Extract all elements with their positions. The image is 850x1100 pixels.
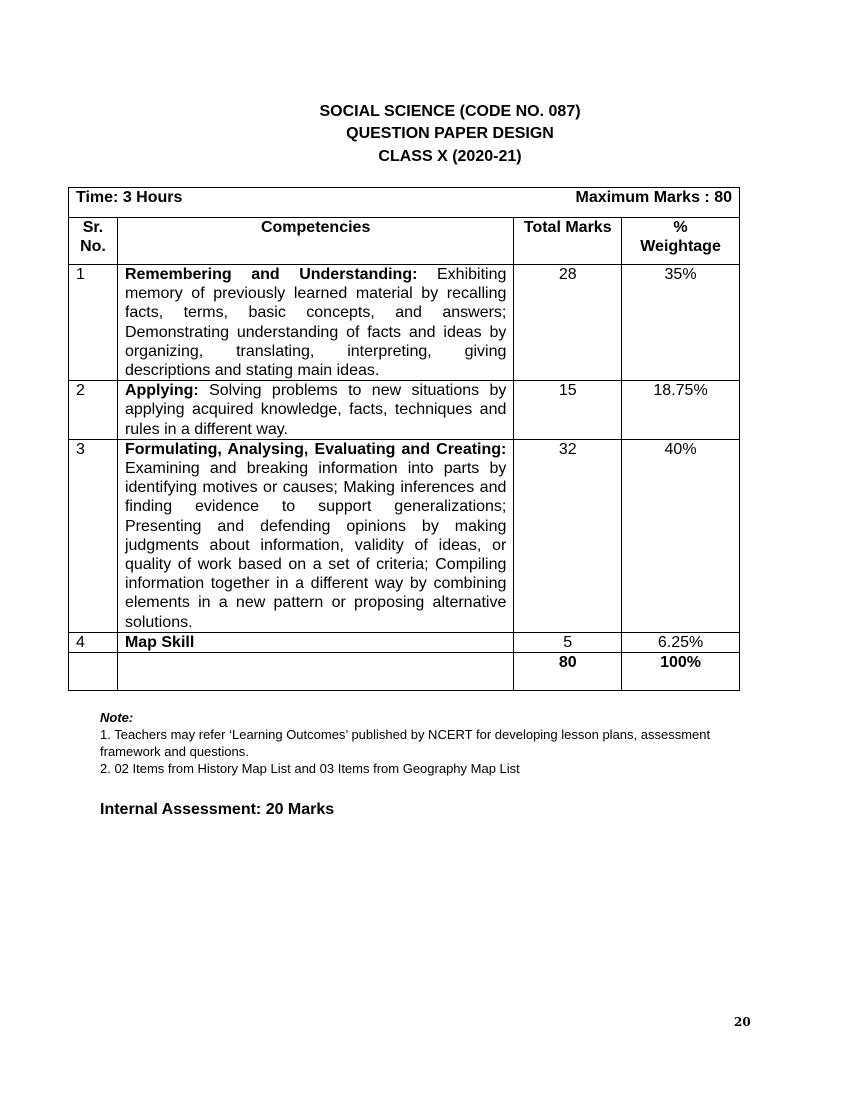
competency-title: Formulating, Analysing, Evaluating and Creating: <box>124 440 507 458</box>
table-row <box>69 439 740 632</box>
competency-title: Map Skill <box>124 633 195 651</box>
total-marks-value: 80 <box>514 653 622 691</box>
row-competency <box>117 632 513 652</box>
competency-title: Applying: <box>124 382 199 400</box>
time-label: Time: 3 Hours <box>76 189 183 206</box>
row-competency <box>117 265 513 381</box>
row-weightage: 40% <box>622 439 740 632</box>
row-competency <box>117 381 513 440</box>
competency-description: Solving problems to new situations by applying acquired knowledge, facts, techniques and rules in a different way. <box>124 382 507 438</box>
row-sr-no: 4 <box>69 632 118 652</box>
header-sr-no <box>69 218 118 265</box>
header-total-marks: Total Marks <box>514 218 622 265</box>
header-weightage-line1: % <box>673 219 688 236</box>
time-marks-row <box>69 188 740 218</box>
row-sr-no: 3 <box>69 439 118 632</box>
row-weightage: 6.25% <box>622 632 740 652</box>
header-sr-line1: Sr. <box>82 219 104 236</box>
document-subtitle: QUESTION PAPER DESIGN <box>346 125 554 142</box>
competency-description: Exhibiting memory of previously learned material by recalling facts, terms, basic concepts, and answers; Demonstrating understanding of facts and ideas by organizing, translating, interpreting, giving descriptions and stating main ideas. <box>124 266 507 380</box>
page-number: 20 <box>734 1015 751 1029</box>
header-weightage <box>622 218 740 265</box>
table-header-row <box>69 218 740 265</box>
question-paper-design-table <box>68 187 740 691</box>
header-weightage-line2: Weightage <box>640 238 721 256</box>
document-title: SOCIAL SCIENCE (CODE NO. 087) <box>319 103 581 120</box>
table-row <box>69 632 740 652</box>
row-total-marks: 15 <box>514 381 622 440</box>
time-marks-cell <box>69 188 740 218</box>
row-sr-no: 1 <box>69 265 118 381</box>
total-empty-sr <box>69 653 118 691</box>
header-competencies: Competencies <box>117 218 513 265</box>
row-sr-no: 2 <box>69 381 118 440</box>
row-total-marks: 32 <box>514 439 622 632</box>
note-item: 1. Teachers may refer ‘Learning Outcomes’ published by NCERT for developing lesson plans, assessment framework and questions. <box>100 727 711 759</box>
table-row <box>69 265 740 381</box>
competency-title: Remembering and Understanding: <box>124 266 418 283</box>
total-empty-competency <box>117 653 513 691</box>
class-year: CLASS X (2020-21) <box>378 148 522 165</box>
note-title: Note: <box>100 710 134 725</box>
row-weightage: 18.75% <box>622 381 740 440</box>
row-weightage: 35% <box>622 265 740 381</box>
total-row <box>69 653 740 691</box>
table-row <box>69 381 740 440</box>
note-section <box>100 709 760 777</box>
maximum-marks-label: Maximum Marks : 80 <box>575 189 732 206</box>
note-item: 2. 02 Items from History Map List and 03 Items from Geography Map List <box>100 761 520 776</box>
row-competency <box>117 439 513 632</box>
competency-description: Examining and breaking information into parts by identifying motives or causes; Making inferences and finding evidence to support generalizations; Presenting and defending opinions by making judgments about information, validity of ideas, or quality of work based on a set of criteria; Compiling information together in a different way by combining elements in a new pattern or proposing alternative solutions. <box>124 460 507 631</box>
row-total-marks: 28 <box>514 265 622 381</box>
row-total-marks: 5 <box>514 632 622 652</box>
internal-assessment-heading: Internal Assessment: 20 Marks <box>100 801 335 818</box>
total-weightage-value: 100% <box>622 653 740 691</box>
header-sr-line2: No. <box>80 238 106 256</box>
